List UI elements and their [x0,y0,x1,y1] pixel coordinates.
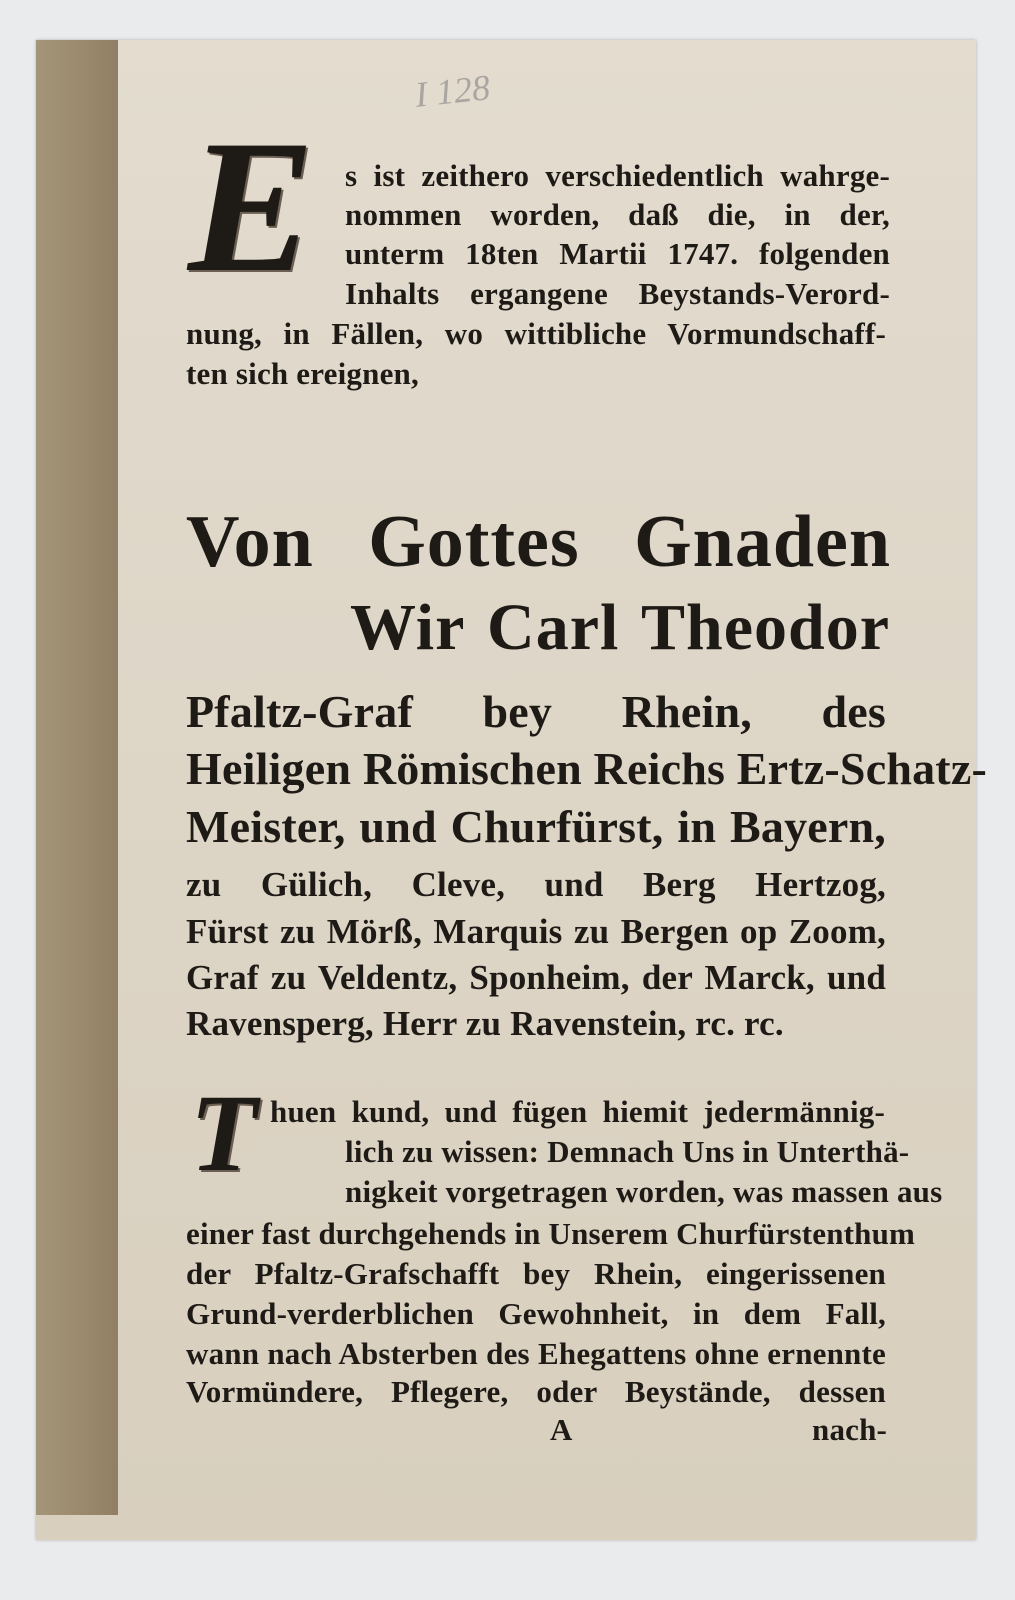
body-line: Vormündere, Pflegere, oder Beystände, dessen [186,1374,886,1409]
body-line: huen kund, und fügen hiemit jedermännig- [270,1094,885,1129]
body-line: Grund-verderblichen Gewohnheit, in dem Fall, [186,1296,886,1331]
body-line: der Pfaltz-Grafschafft bey Rhein, eingerissenen [186,1256,886,1291]
intro-line: s ist zeithero verschiedentlich wahrge- [345,158,890,193]
intro-drop-cap: E [188,102,315,312]
title-line: Meister, und Churfürst, in Bayern, [186,801,886,852]
body-drop-cap: T [190,1072,258,1194]
intro-line: nommen worden, daß die, in der, [345,197,890,232]
body-line: lich zu wissen: Demnach Uns in Unterthä- [345,1134,910,1169]
title-line: Heiligen Römischen Reichs Ertz-Schatz- [186,743,987,794]
binding-strip [36,40,118,1515]
catchword: nach- [812,1412,888,1447]
title-line: zu Gülich, Cleve, und Berg Hertzog, [186,865,886,904]
intro-line: nung, in Fällen, wo wittibliche Vormundschaff- [186,316,886,351]
title-line: Pfaltz-Graf bey Rhein, des [186,686,886,737]
body-line: nigkeit vorgetragen worden, was massen aus [345,1174,943,1209]
intro-line: Inhalts ergangene Beystands-Verord- [345,276,890,311]
signature-mark: A [550,1412,573,1447]
body-line: wann nach Absterben des Ehegattens ohne ernennte [186,1336,886,1371]
title-line: Ravensperg, Herr zu Ravenstein, rc. rc. [186,1004,784,1043]
pencil-note: I 128 [413,67,492,115]
title-line: Graf zu Veldentz, Sponheim, der Marck, und [186,958,886,997]
intro-line: ten sich ereignen, [186,356,419,391]
body-line: einer fast durchgehends in Unserem Churfürstenthum [186,1216,916,1251]
intro-line: unterm 18ten Martii 1747. folgenden [345,236,890,271]
title-line-1: Von Gottes Gnaden [186,501,891,583]
title-line-2: Wir Carl Theodor [350,591,890,664]
title-line: Fürst zu Mörß, Marquis zu Bergen op Zoom, [186,912,886,951]
